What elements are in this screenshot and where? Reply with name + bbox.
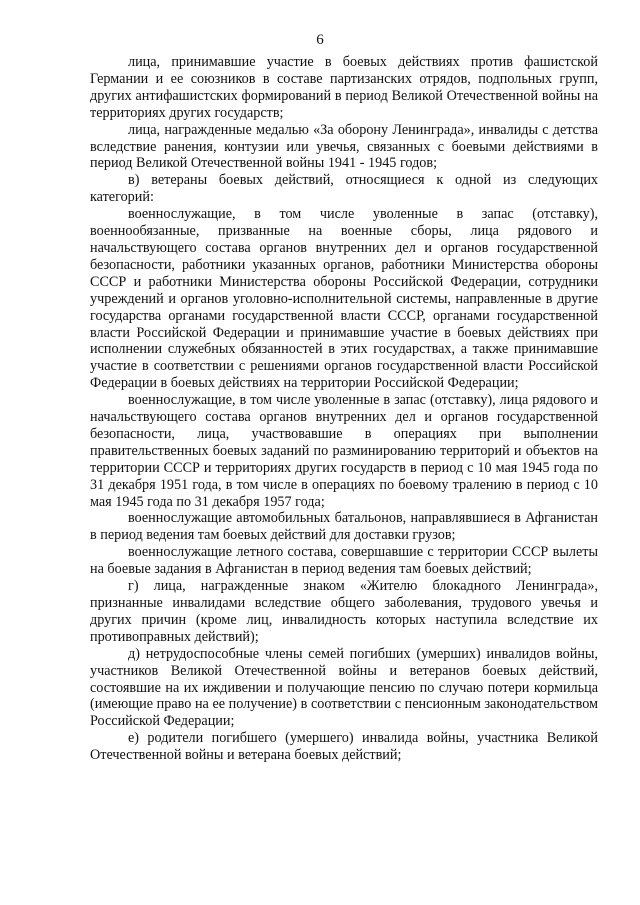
page-number: 6 — [316, 32, 324, 48]
paragraph: военнослужащие, в том числе уволенные в запас (отставку), лица рядового и начальствующего состава органов внутренних дел и органов государственной безопасности, лица, участвовавшие в операциях при выполнении правительственных боевых заданий по разминированию территорий и объектов на территории СССР и территориях других государств в период с 10 мая 1945 года по 31 декабря 1951 года, в том числе в операциях по боевому тралению в период с 10 мая 1945 года по 31 декабря 1957 года; — [90, 392, 598, 510]
paragraph: лица, принимавшие участие в боевых действиях против фашистской Германии и ее союзников в составе партизанских отрядов, подпольных групп, других антифашистских формирований в период Великой Отечественной войны на территориях других государств; — [90, 54, 598, 121]
document-body — [90, 54, 598, 764]
paragraph: в) ветераны боевых действий, относящиеся к одной из следующих категорий: — [90, 172, 598, 206]
paragraph: г) лица, награжденные знаком «Жителю блокадного Ленинграда», признанные инвалидами вследствие общего заболевания, трудового увечья и других причин (кроме лиц, инвалидность которых наступила вследствие их противоправных действий); — [90, 578, 598, 645]
paragraph: военнослужащие автомобильных батальонов, направлявшиеся в Афганистан в период ведения там боевых действий для доставки грузов; — [90, 510, 598, 544]
paragraph: е) родители погибшего (умершего) инвалида войны, участника Великой Отечественной войны и ветерана боевых действий; — [90, 730, 598, 764]
paragraph: д) нетрудоспособные члены семей погибших (умерших) инвалидов войны, участников Великой Отечественной войны и ветеранов боевых действий, состоявшие на их иждивении и получающие пенсию по случаю потери кормильца (имеющие право на ее получение) в соответствии с пенсионным законодательством Российской Федерации; — [90, 645, 598, 730]
paragraph: лица, награжденные медалью «За оборону Ленинграда», инвалиды с детства вследствие ранения, контузии или увечья, связанных с боевыми действиями в период Великой Отечественной войны 1941 - 1945 годов; — [90, 121, 598, 172]
paragraph: военнослужащие, в том числе уволенные в запас (отставку), военнообязанные, призванные на военные сборы, лица рядового и начальствующего состава органов внутренних дел и органов государственной безопасности, работники указанных органов, работники Министерства обороны СССР и работники Министерства обороны Российской Федерации, сотрудники учреждений и органов уголовно-исполнительной системы, направленные в другие государства органами государственной власти СССР, органами государственной власти Российской Федерации и принимавшие участие в боевых действиях при исполнении служебных обязанностей в этих государствах, а также принимавшие участие в соответствии с решениями органов государственной власти Российской Федерации в боевых действиях на территории Российской Федерации; — [90, 206, 598, 392]
paragraph: военнослужащие летного состава, совершавшие с территории СССР вылеты на боевые задания в Афганистан в период ведения там боевых действий; — [90, 544, 598, 578]
